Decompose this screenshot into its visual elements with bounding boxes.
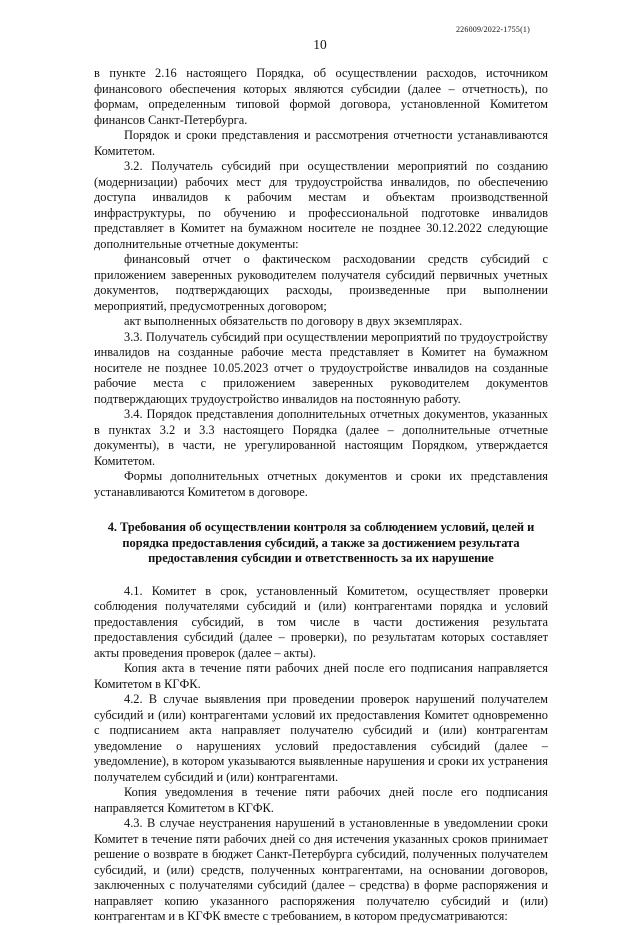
section-4-heading: 4. Требования об осуществлении контроля за соблюдением условий, целей и порядка предоставления субсидий, а также за достижением результата предоставления субсидии и ответственность за их нарушение [107, 520, 535, 565]
paragraph-4-1: 4.1. Комитет в срок, установленный Комитетом, осуществляет проверки соблюдения получателями субсидий и (или) контрагентами порядка и условий предоставления субсидий, в том числе в части достижения результата предоставления субсидий (далее – проверки), по результатам которых составляет акты проведения проверок (далее – акты). [94, 583, 548, 660]
paragraph-notice-copy: Копия уведомления в течение пяти рабочих дней после его подписания направляется Комитетом в КГФК. [94, 785, 548, 815]
paragraph-report-forms: Формы дополнительных отчетных документов и сроки их представления устанавливаются Комитетом в договоре. [94, 469, 548, 499]
paragraph-4-3: 4.3. В случае неустранения нарушений в установленные в уведомлении сроки Комитет в течение пяти рабочих дней со дня истечения указанных сроков принимает решение о возврате в бюджет Санкт-Петербурга субсидий, полученных получателем субсидий, и (или) средств, полученных контрагентами, на основании договоров, заключенных с получателями субсидий (далее – средства) в форме распоряжения и направляет копию указанного распоряжения получателю субсидий и (или) контрагентам и в КГФК вместе с требованием, в котором предусматриваются: [94, 816, 548, 923]
paragraph-3-3: 3.3. Получатель субсидий при осуществлении мероприятий по трудоустройству инвалидов на созданные рабочие места представляет в Комитет на бумажном носителе не позднее 10.05.2023 отчет о трудоустройстве инвалидов на созданные рабочие места с приложением заверенных руководителем документов подтверждающих трудоустройство инвалидов на постоянную работу. [94, 329, 548, 406]
paragraph-reporting-terms: Порядок и сроки представления и рассмотрения отчетности устанавливаются Комитетом. [94, 128, 548, 158]
page-number: 10 [313, 37, 327, 52]
paragraph-3-4: 3.4. Порядок представления дополнительных отчетных документов, указанных в пунктах 3.2 и 3.3 настоящего Порядка (далее – дополнительные отчетные документы), в части, не урегулированной настоящим Порядком, утверждается Комитетом. [94, 407, 548, 468]
document-body [94, 66, 548, 925]
paragraph-4-2: 4.2. В случае выявления при проведении проверок нарушений получателем субсидий и (или) контрагентами условий их предоставления Комитет одновременно с подписанием акта направляет получателю субсидий и (или) контрагентам уведомление о нарушениях условий предоставления субсидий (далее – уведомление), в котором указываются выявленные нарушения и сроки их устранения получателем субсидий и (или) контрагентами. [94, 692, 548, 784]
paragraph-3-2: 3.2. Получатель субсидий при осуществлении мероприятий по созданию (модернизации) рабочих мест для трудоустройства инвалидов, по обеспечению доступа инвалидов к рабочим местам и объектам производственной инфраструктуры, по обучению и профессиональной подготовке инвалидов представляет в Комитет на бумажном носителе не позднее 30.12.2022 следующие дополнительные отчетные документы: [94, 159, 548, 251]
paragraph-financial-report: финансовый отчет о фактическом расходовании средств субсидий с приложением заверенных руководителем получателя субсидий первичных учетных документов, подтверждающих расходы, произведенные при выполнении мероприятий, предусмотренных договором; [94, 252, 548, 313]
paragraph-act-copy: Копия акта в течение пяти рабочих дней после его подписания направляется Комитетом в КГФК. [94, 661, 548, 691]
paragraph-act-of-obligations: акт выполненных обязательств по договору в двух экземплярах. [124, 314, 463, 328]
paragraph-continuation: в пункте 2.16 настоящего Порядка, об осуществлении расходов, источником финансового обеспечения которых являются субсидии (далее – отчетность), по формам, определенным типовой формой договора, установленной Комитетом финансов Санкт-Петербурга. [94, 66, 548, 127]
document-registration-number: 226009/2022-1755(1) [455, 25, 530, 34]
